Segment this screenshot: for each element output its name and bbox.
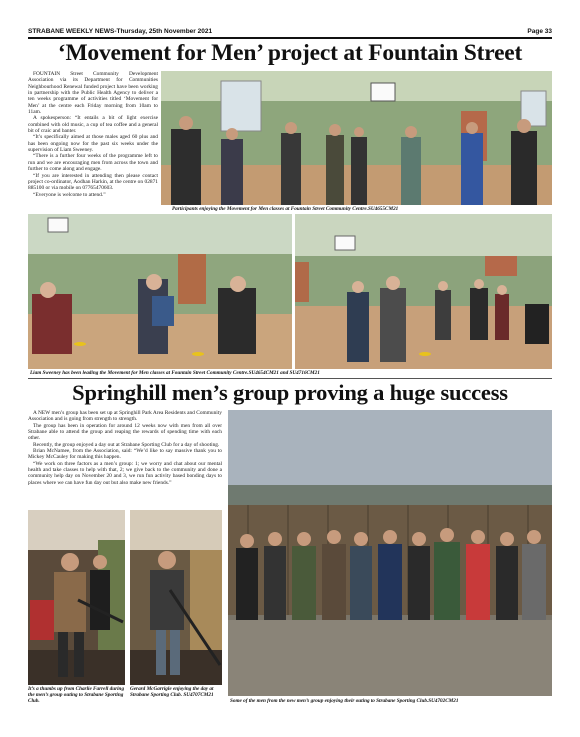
article1-paragraph: “It’s specifically aimed at those males aged 60 plus and has been ongoing now for the past six weeks under the supervision of Liam Sweeney. [28,134,158,154]
article2-headline: Springhill men’s group proving a huge success [72,380,508,405]
article1-paragraph: FOUNTAIN Street Community Development Association via its Department for Communities Neighbourhood Renewal funded project have been working in partnership with the Public Health Agency to deliver a ten weeks programme of activities titled ‘Movement for Men’ at the centre each Friday morning from 10am to 11am. [28,71,158,116]
caption-liam-sweeney: Liam Sweeney has been leading the Movement for Men classes at Fountain Street Community Centre.SU4654CM21 and SU4716CM21 [30,370,320,376]
article2-paragraph: Brian McNamee, from the Association, said: “We’d like to say massive thank you to Mickey McCauley for making this happen. [28,448,222,461]
photo-charlie-farrell [28,510,125,685]
article1-paragraph: “Everyone is welcome to attend.” [33,191,106,198]
page-number: Page 33 [527,28,552,35]
photo-movement-class-seated [28,214,292,369]
photo-gerard-mcgarrigle [130,510,222,685]
article1-paragraph: A spokesperson: “It entails a bit of light exercise combined with old music, a cup of tea coffee and a general bit of craic and banter. [28,115,158,135]
article2-paragraph: A NEW men’s group has been set up at Springhill Park Area Residents and Community Association and is going from strength to strength. [28,410,222,423]
header-rule [28,37,552,39]
article1-paragraph: “There is a further four weeks of the programme left to run and we are encouraging men from across the town and further to come along and engage. [28,153,158,173]
article-separator [28,378,552,379]
photo-movement-class-standing [295,214,552,369]
photo-movement-class-wide [161,71,552,205]
article1-body [28,71,158,198]
caption-gerard-mcgarrigle: Gerard McGarrigle enjoying the day at Strabane Sporting Club. SU4707CM21 [130,686,214,698]
caption-charlie-farrell: It’s a thumbs up from Charlie Farrell during the men’s group outing to Strabane Sporting Club. [28,686,125,704]
article2-body [28,410,222,486]
photo-mens-group-outing [228,410,552,696]
publication-line: STRABANE WEEKLY NEWS-Thursday, 25th November 2021 [28,28,213,35]
article2-paragraph: “We work on three factors as a men’s group: 1; we worry and chat about our mental health and take classes to help with that, 2; we give back to the community and done a community help day on November 20 and 3, we run fun activity based bonding days to places where we can have fun day out but also make new friends.” [28,460,222,486]
caption-group-outing: Some of the men from the new men’s group enjoying their outing to Strabane Sporting Club.SU4702CM21 [230,698,459,704]
caption-participants: Participants enjoying the Movement for Men classes at Fountain Street Community Centre.SU4655CM21 [172,206,399,212]
article2-paragraph: The group has been in operation for around 12 weeks now with men from all over Strabane able to attend the group and reaping the rewards of spending time with each other. [28,422,222,442]
article2-paragraph: Recently, the group enjoyed a day out at Strabane Sporting Club for a day of shooting. [33,441,220,448]
article1-headline: ‘Movement for Men’ project at Fountain Street [57,40,523,66]
article1-paragraph: “If you are interested in attending then please contact project co-ordinator, Aodhan Harkin, at the centre on 02871 885100 or via mobile on 07765470603. [28,172,158,192]
